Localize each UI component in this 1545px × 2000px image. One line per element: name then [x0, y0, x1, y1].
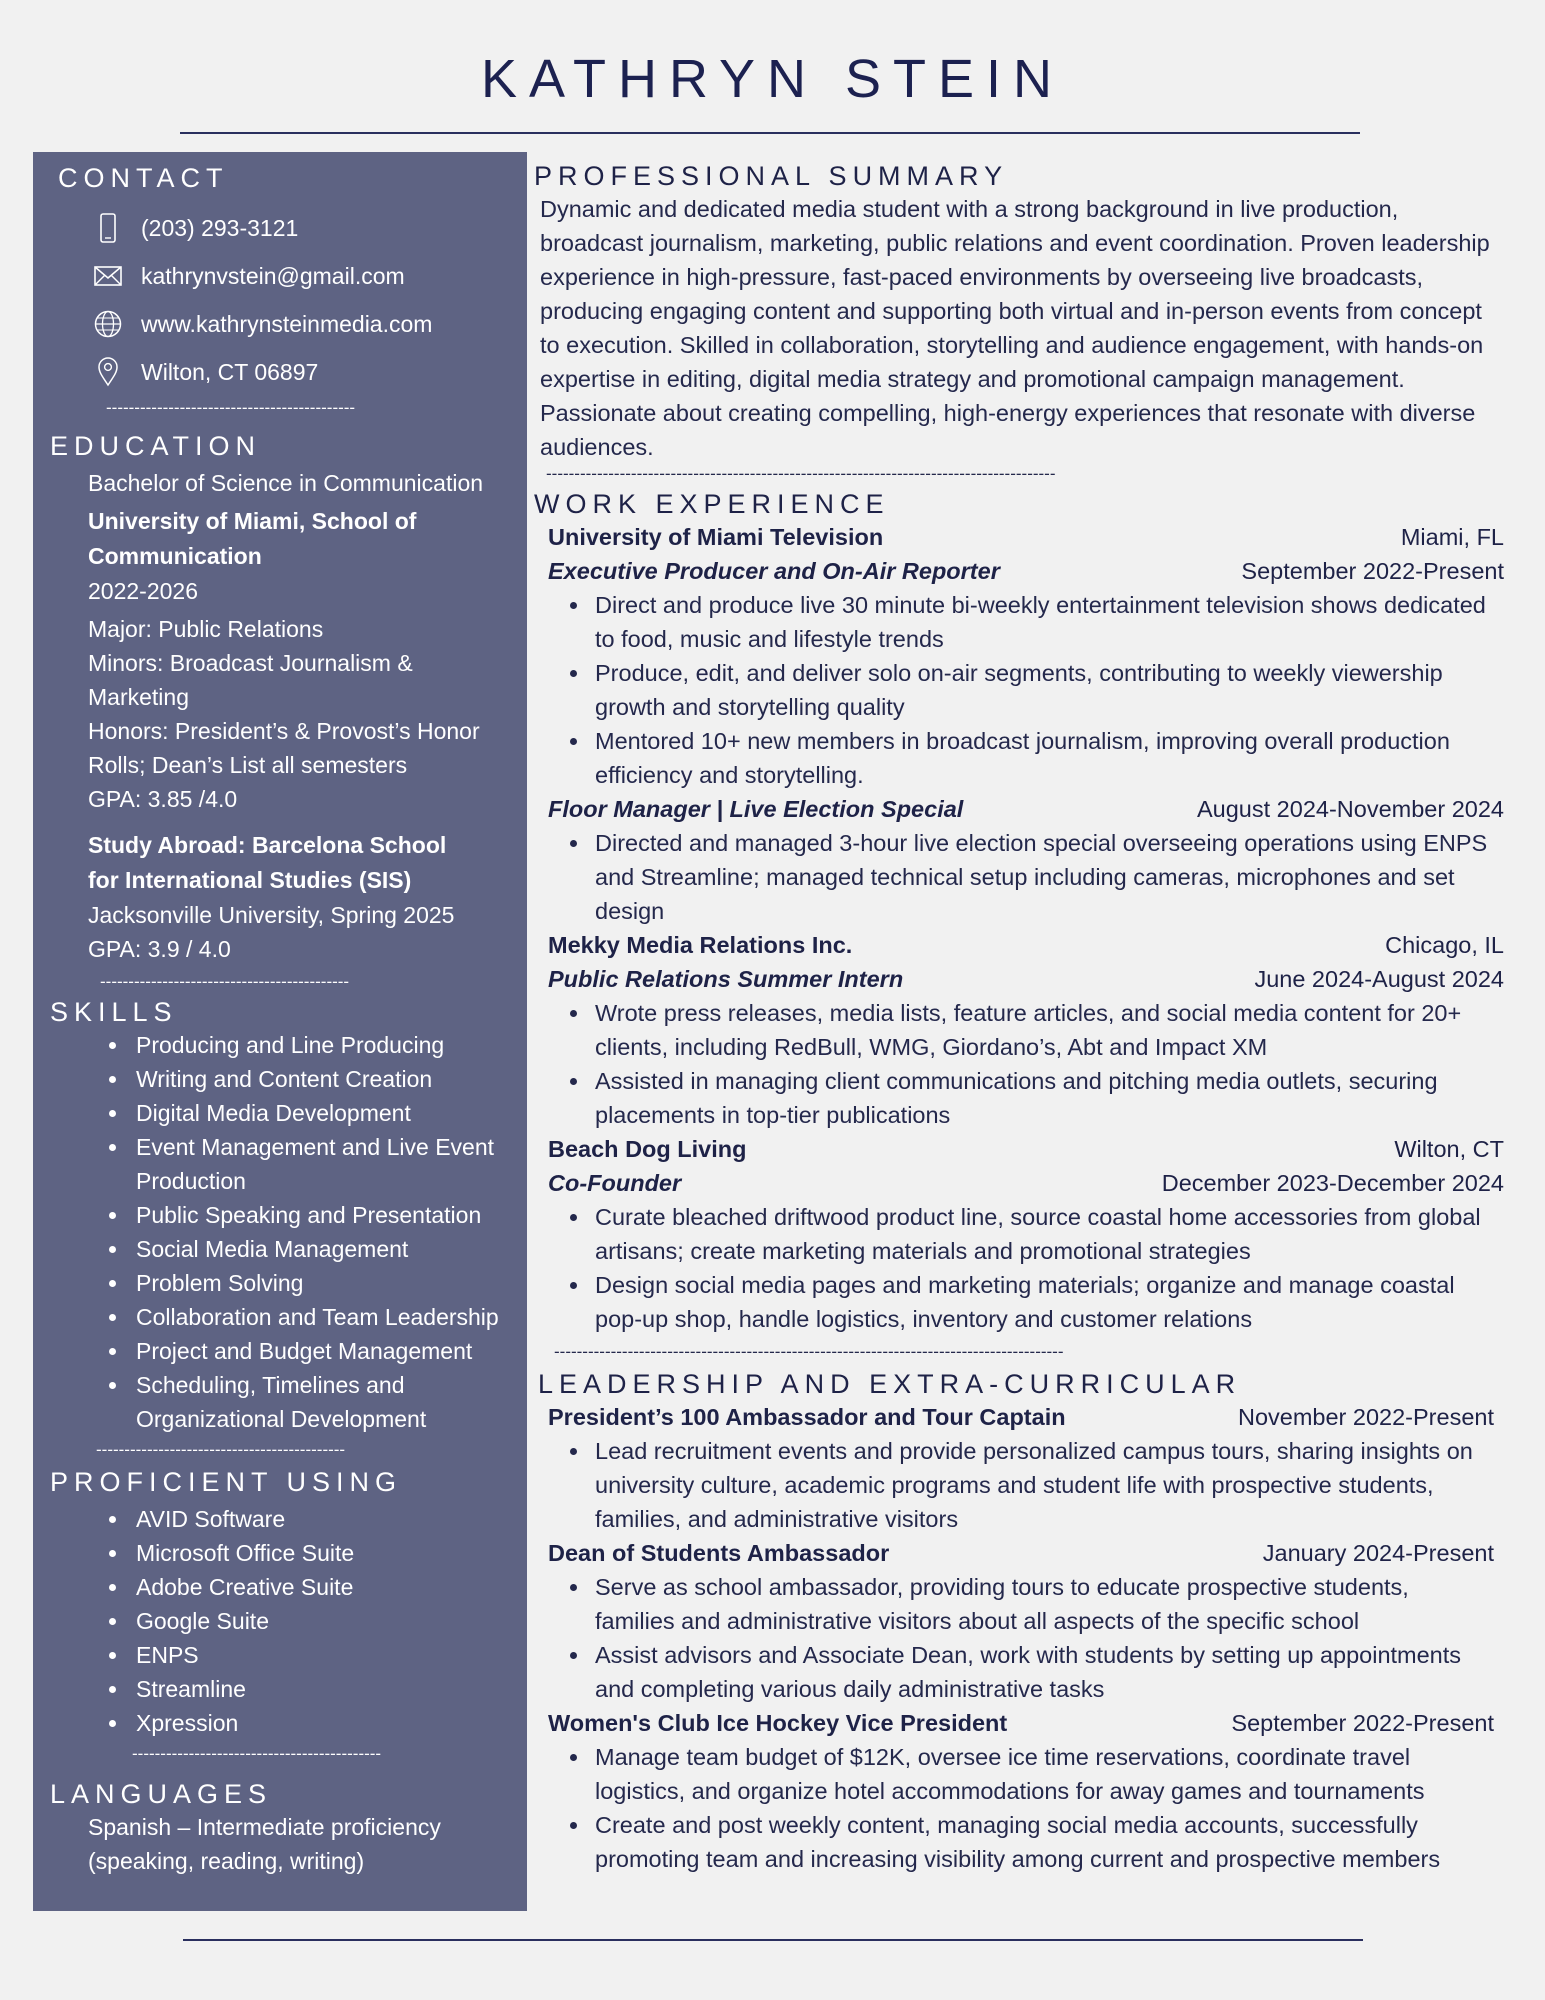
divider: ------------------------------------------------------------------------------------------: [554, 1342, 1064, 1361]
school-line-1: University of Miami, School of: [88, 508, 417, 534]
skills-heading: SKILLS: [50, 997, 178, 1027]
location-text: Wilton, CT 06897: [141, 358, 319, 385]
list-item: • Directed and managed 3-hour live election special overseeing operations using ENPS and Streamline; managed technical setup including cameras, microphones and set design: [591, 826, 1504, 928]
language-line-1: Spanish – Intermediate proficiency: [88, 1814, 441, 1840]
list-item: • Curate bleached driftwood product line, source coastal home accessories from global artisans; create marketing materials and promotional strategies: [591, 1200, 1504, 1268]
org-name: Beach Dog Living: [548, 1136, 747, 1162]
list-item: • Direct and produce live 30 minute bi-weekly entertainment television shows dedicated to food, music and lifestyle trends: [591, 588, 1504, 656]
divider: --------------------------------------------: [100, 972, 350, 991]
job-header: [548, 1132, 1504, 1166]
divider: --------------------------------------------: [96, 1440, 346, 1459]
list-item: • Scheduling, Timelines and Organizational Development: [130, 1368, 527, 1436]
role-title: Floor Manager | Live Election Special: [548, 796, 964, 822]
proficient-heading: PROFICIENT USING: [50, 1467, 403, 1497]
minors-line-2: Marketing: [88, 684, 189, 710]
list-item: • Assist advisors and Associate Dean, work with students by setting up appointments and completing various daily administrative tasks: [591, 1638, 1494, 1706]
header-rule: [180, 132, 1360, 134]
list-item: • Event Management and Live Event Production: [130, 1130, 527, 1198]
language-line-2: (speaking, reading, writing): [88, 1848, 365, 1874]
role-title: Public Relations Summer Intern: [548, 966, 904, 992]
activity-header: [548, 1536, 1494, 1570]
org-location: Wilton, CT: [1394, 1136, 1504, 1162]
honors-line-2: Rolls; Dean’s List all semesters: [88, 752, 408, 778]
activity-header: [548, 1706, 1494, 1740]
phone-text[interactable]: (203) 293-3121: [141, 214, 299, 241]
email-text[interactable]: kathrynvstein@gmail.com: [141, 262, 405, 289]
abroad-school: Jacksonville University, Spring 2025: [88, 902, 455, 928]
role-dates: August 2024-November 2024: [1196, 796, 1504, 822]
summary-text: Dynamic and dedicated media student with a strong background in live production, broadcast journalism, marketing, public relations and event coordination. Proven leadership experience in high-pressure, fast-paced environments by overseeing live broadcasts, producing engaging content and supporting both virtual and in-person events from concept to execution. Skilled in collaboration, storytelling and audience engagement, with hands-on expertise in editing, digital media strategy and promotional campaign management. Passionate about creating compelling, high-energy experiences that resonate with diverse audiences.: [540, 196, 1490, 460]
activity-bullets: [548, 1434, 1494, 1536]
sidebar: [33, 152, 527, 1911]
education-heading: EDUCATION: [50, 431, 262, 461]
role-header: [548, 962, 1504, 996]
list-item: • Wrote press releases, media lists, feature articles, and social media content for 20+ clients, including RedBull, WMG, Giordano’s, Abt and Impact XM: [591, 996, 1504, 1064]
role-bullets: [548, 996, 1504, 1132]
degree: Bachelor of Science in Communication: [88, 470, 484, 496]
divider: --------------------------------------------: [132, 1744, 382, 1763]
list-item: • Social Media Management: [130, 1232, 527, 1266]
mail-icon: [93, 261, 123, 291]
honors-line-1: Honors: President’s & Provost’s Honor: [88, 718, 480, 744]
role-header: [548, 554, 1504, 588]
activity-title: President’s 100 Ambassador and Tour Captain: [548, 1404, 1066, 1430]
list-item: • AVID Software: [130, 1502, 527, 1536]
list-item: • Public Speaking and Presentation: [130, 1198, 527, 1232]
job-header: [548, 520, 1504, 554]
list-item: • Create and post weekly content, managing social media accounts, successfully promoting team and increasing visibility among current and prospective members: [591, 1808, 1494, 1876]
role-bullets: [548, 588, 1504, 792]
list-item: • Microsoft Office Suite: [130, 1536, 527, 1570]
gpa: GPA: 3.85 /4.0: [88, 786, 238, 812]
list-item: • ENPS: [130, 1638, 527, 1672]
school-line-2: Communication: [88, 543, 262, 569]
list-item: • Produce, edit, and deliver solo on-air segments, contributing to weekly viewership growth and storytelling quality: [591, 656, 1504, 724]
list-item: • Digital Media Development: [130, 1096, 527, 1130]
work-heading: WORK EXPERIENCE: [534, 489, 890, 519]
list-item: • Assisted in managing client communications and pitching media outlets, securing placements in top-tier publications: [591, 1064, 1504, 1132]
leadership-heading: LEADERSHIP AND EXTRA-CURRICULAR: [538, 1369, 1242, 1399]
major: Major: Public Relations: [88, 616, 324, 642]
globe-icon: [93, 309, 123, 339]
abroad-line-2: for International Studies (SIS): [88, 867, 412, 893]
activity-bullets: [548, 1740, 1494, 1876]
activity-dates: November 2022-Present: [1237, 1404, 1494, 1430]
activity-title: Women's Club Ice Hockey Vice President: [548, 1710, 1008, 1736]
contact-email: [50, 252, 527, 300]
role-header: [548, 792, 1504, 826]
location-pin-icon: [93, 357, 123, 387]
activity-title: Dean of Students Ambassador: [548, 1540, 890, 1566]
list-item: • Manage team budget of $12K, oversee ice time reservations, coordinate travel logistics, and organize hotel accommodations for away games and tournaments: [591, 1740, 1494, 1808]
contact-website: [50, 300, 527, 348]
role-title: Co-Founder: [548, 1170, 682, 1196]
role-dates: December 2023-December 2024: [1161, 1170, 1504, 1196]
candidate-name: KATHRYN STEIN: [480, 49, 1065, 109]
org-name: Mekky Media Relations Inc.: [548, 932, 853, 958]
org-location: Chicago, IL: [1385, 932, 1504, 958]
org-location: Miami, FL: [1400, 524, 1504, 550]
role-dates: June 2024-August 2024: [1254, 966, 1504, 992]
skills-list: [50, 1028, 527, 1436]
list-item: • Google Suite: [130, 1604, 527, 1638]
list-item: • Problem Solving: [130, 1266, 527, 1300]
phone-icon: [93, 213, 123, 243]
list-item: • Mentored 10+ new members in broadcast journalism, improving overall production efficiency and storytelling.: [591, 724, 1504, 792]
list-item: • Serve as school ambassador, providing tours to educate prospective students, families and administrative visitors about all aspects of the specific school: [591, 1570, 1494, 1638]
role-title: Executive Producer and On-Air Reporter: [548, 558, 1000, 584]
contact-location: [50, 348, 527, 396]
proficient-list: [50, 1502, 527, 1740]
list-item: • Adobe Creative Suite: [130, 1570, 527, 1604]
minors-line-1: Minors: Broadcast Journalism &: [88, 650, 413, 676]
activity-dates: September 2022-Present: [1231, 1710, 1494, 1736]
role-dates: September 2022-Present: [1241, 558, 1504, 584]
activity-header: [548, 1400, 1494, 1434]
list-item: • Streamline: [130, 1672, 527, 1706]
website-text[interactable]: www.kathrynsteinmedia.com: [141, 310, 433, 337]
role-header: [548, 1166, 1504, 1200]
role-bullets: [548, 826, 1504, 928]
divider: --------------------------------------------: [106, 398, 356, 417]
languages-heading: LANGUAGES: [50, 1779, 273, 1809]
divider: ------------------------------------------------------------------------------------------: [546, 464, 1056, 483]
list-item: • Project and Budget Management: [130, 1334, 527, 1368]
summary-heading: PROFESSIONAL SUMMARY: [534, 161, 1009, 191]
footer-rule: [183, 1939, 1363, 1941]
abroad-gpa: GPA: 3.9 / 4.0: [88, 936, 231, 962]
list-item: • Design social media pages and marketing materials; organize and manage coastal pop-up shop, handle logistics, inventory and customer relations: [591, 1268, 1504, 1336]
activity-bullets: [548, 1570, 1494, 1706]
contact-phone: [50, 204, 527, 252]
list-item: • Xpression: [130, 1706, 527, 1740]
activity-dates: January 2024-Present: [1262, 1540, 1494, 1566]
abroad-line-1: Study Abroad: Barcelona School: [88, 832, 447, 858]
main-column: [534, 160, 1504, 1876]
list-item: • Collaboration and Team Leadership: [130, 1300, 527, 1334]
contact-heading: CONTACT: [58, 163, 229, 193]
school-years: 2022-2026: [88, 578, 198, 604]
org-name: University of Miami Television: [548, 524, 884, 550]
list-item: • Writing and Content Creation: [130, 1062, 527, 1096]
job-header: [548, 928, 1504, 962]
role-bullets: [548, 1200, 1504, 1336]
list-item: • Lead recruitment events and provide personalized campus tours, sharing insights on university culture, academic programs and student life with prospective students, families, and administrative visitors: [591, 1434, 1494, 1536]
list-item: • Producing and Line Producing: [130, 1028, 527, 1062]
